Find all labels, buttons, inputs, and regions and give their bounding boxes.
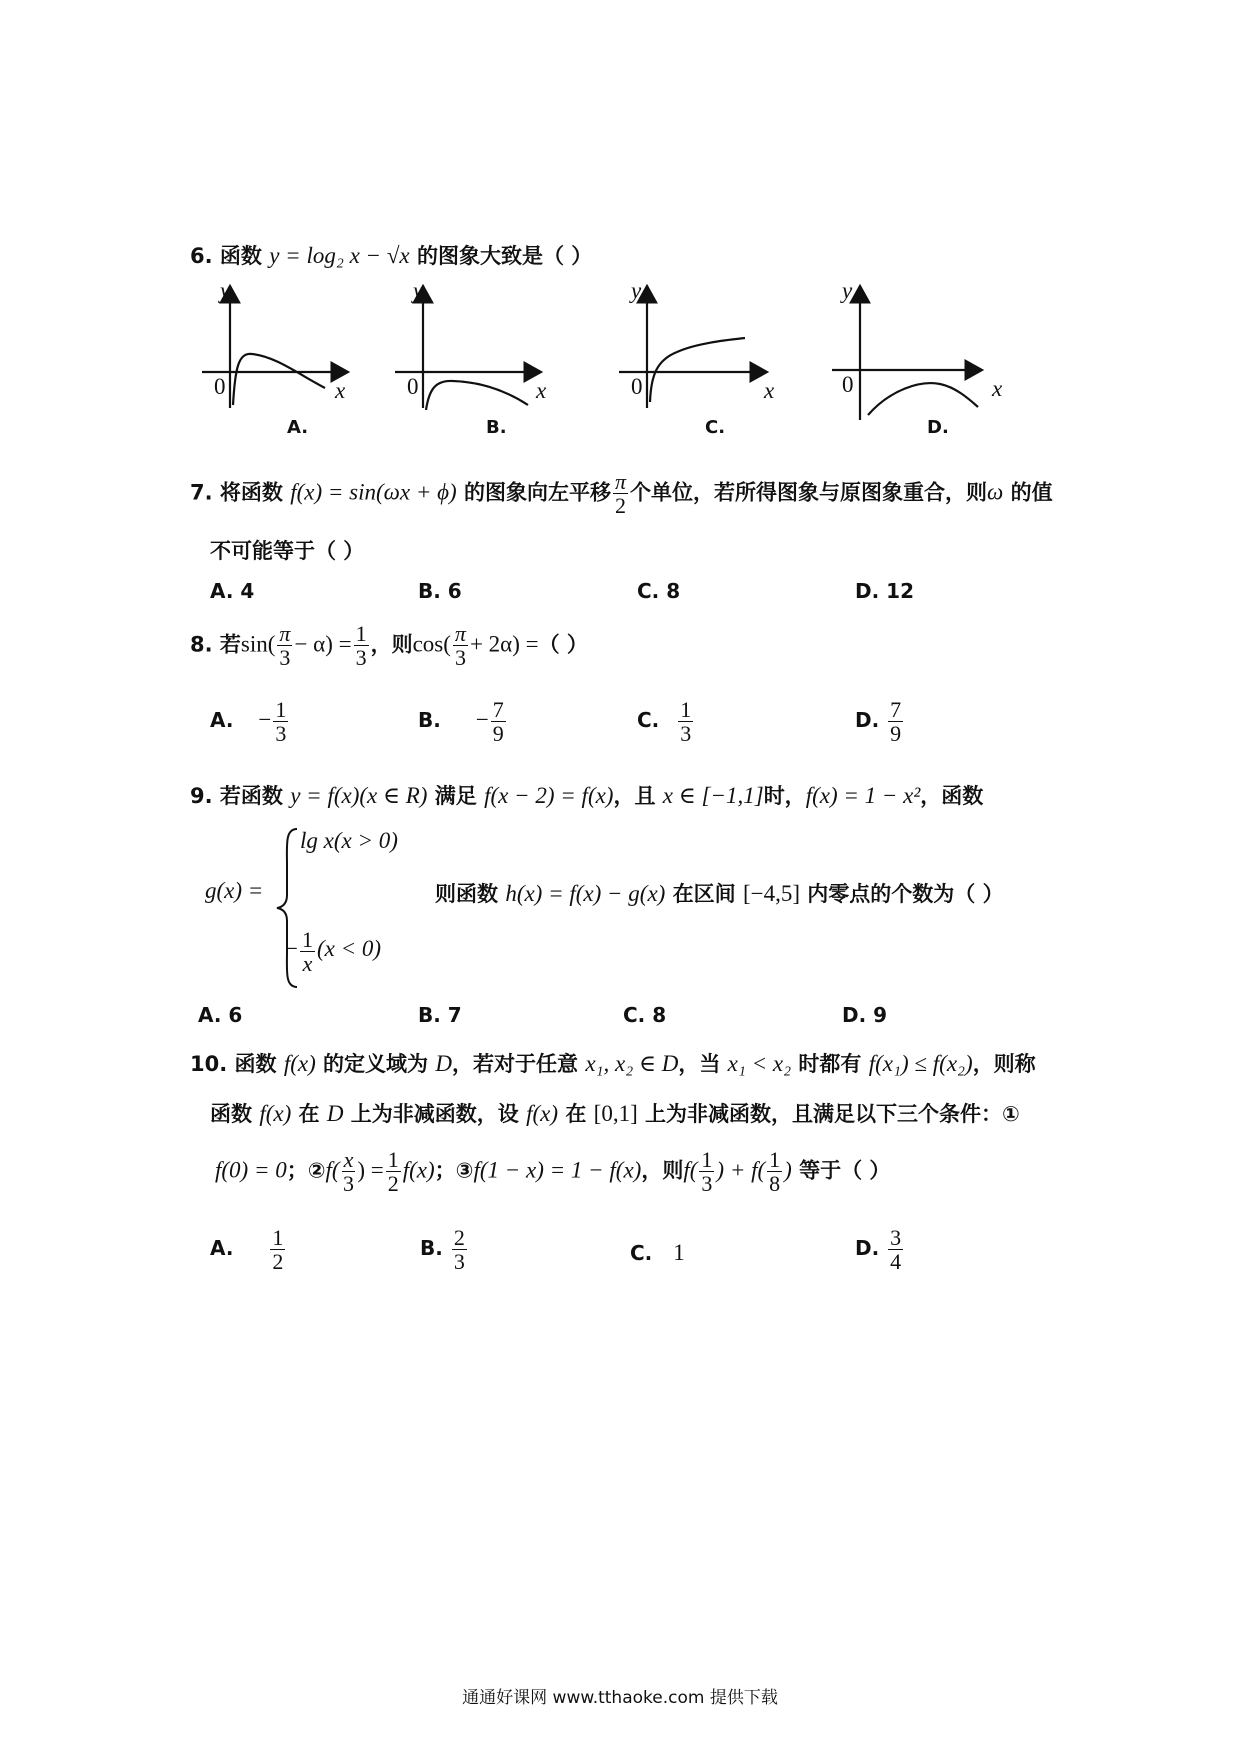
origin-label: 0	[842, 372, 854, 397]
question-6-stem: 6. 函数 y = log₂ x − √x 的图象大致是（ ）	[190, 243, 593, 268]
question-9-line2: 则函数 h(x) = f(x) − g(x) 在区间 [−4,5] 内零点的个数为（ ）	[435, 881, 1004, 906]
q7-option-b[interactable]: B. 6	[418, 579, 462, 603]
question-9-stem: 9. 若函数 y = f(x)(x ∈ R) 满足 f(x − 2) = f(x)，且 x ∈ [−1,1]时，f(x) = 1 − x²，函数	[190, 783, 984, 808]
q8-option-b[interactable]: B. − $\frac{7}{9}$	[418, 697, 504, 747]
question-10-line2: 函数 f(x) 在 D 上为非减函数，设 f(x) 在 [0,1] 上为非减函数，且满足以下三个条件：①	[210, 1101, 1020, 1126]
q10-option-c[interactable]: C. 1	[630, 1240, 685, 1265]
q7-formula: f(x) = sin(ωx + ϕ)	[290, 479, 457, 505]
page-footer: 通通好课网 www.tthaoke.com 提供下载	[462, 1688, 778, 1708]
x-label: x	[335, 378, 346, 403]
q7-option-d[interactable]: D. 12	[855, 579, 914, 603]
option-label: D.	[927, 417, 949, 438]
g-case-2: − $\frac{1}{x}$ (x < 0)	[285, 927, 382, 977]
x-label: x	[764, 378, 775, 403]
q7-option-c[interactable]: C. 8	[637, 579, 681, 603]
q10-option-a[interactable]: A. $\frac{1}{2}$	[210, 1225, 284, 1275]
q10-option-b[interactable]: B. $\frac{2}{3}$	[420, 1225, 465, 1275]
question-7-line2: 不可能等于（ ）	[210, 539, 365, 563]
q10-option-d[interactable]: D. $\frac{3}{4}$	[855, 1225, 902, 1275]
curve-c	[650, 338, 745, 402]
question-10-line1: 10. 函数 f(x) 的定义域为 D，若对于任意 x₁, x₂ ∈ D，当 x₁ < x₂ 时都有 f(x₁) ≤ f(x₂)，则称	[190, 1051, 1036, 1076]
y-label: y	[842, 278, 853, 303]
origin-label: 0	[214, 374, 226, 399]
q9-option-b[interactable]: B. 7	[418, 1003, 462, 1027]
question-8-stem: 8. 若sin( $\frac{\pi}{3}$ − α) = $\frac{1}{3}$ ，则cos( $\frac{\pi}{3}$ + 2α) =（ ）	[190, 621, 588, 671]
g-case-1: lg x(x > 0)	[300, 828, 398, 853]
y-label: y	[413, 278, 424, 303]
graph-option-b[interactable]	[393, 278, 553, 438]
graph-option-d[interactable]	[830, 278, 1003, 438]
x-label: x	[992, 376, 1003, 401]
x-label: x	[536, 378, 547, 403]
q8-option-a[interactable]: A. − $\frac{1}{3}$	[210, 697, 287, 747]
q9-option-d[interactable]: D. 9	[842, 1003, 888, 1027]
q8-option-c[interactable]: C. $\frac{1}{3}$	[637, 697, 692, 747]
option-label: A.	[287, 417, 309, 438]
option-label: C.	[705, 417, 726, 438]
option-label: B.	[486, 417, 507, 438]
graph-d-svg	[830, 280, 990, 430]
question-7-stem: 7. 将函数 f(x) = sin(ωx + ϕ) 的图象向左平移 $\frac{\pi}{2}$ 个单位，若所得图象与原图象重合，则ω 的值	[190, 469, 1053, 519]
curve-d	[868, 383, 978, 415]
origin-label: 0	[631, 374, 643, 399]
q9-option-a[interactable]: A. 6	[198, 1003, 243, 1027]
y-label: y	[220, 278, 231, 303]
q8-option-d[interactable]: D. $\frac{7}{9}$	[855, 697, 902, 747]
graph-option-a[interactable]	[200, 278, 360, 438]
q7-fraction: $\frac{\pi}{2}$	[615, 469, 627, 519]
origin-label: 0	[407, 374, 419, 399]
y-label: y	[631, 278, 642, 303]
q9-option-c[interactable]: C. 8	[623, 1003, 667, 1027]
curve-a	[233, 354, 325, 405]
q7-option-a[interactable]: A. 4	[210, 579, 255, 603]
q6-formula: y = log₂ x − √x	[269, 243, 410, 268]
g-lhs: g(x) =	[205, 878, 264, 903]
question-10-line3: f(0) = 0；②f( $\frac{x}{3}$ ) = $\frac{1}{2}$ f(x)；③f(1 − x) = 1 − f(x)，则f( $\frac{1}{3}$ ) + f( $\frac{1}{8}$ ) 等于（ ）	[215, 1147, 891, 1197]
graph-option-c[interactable]	[617, 278, 777, 438]
curve-b	[426, 381, 528, 410]
